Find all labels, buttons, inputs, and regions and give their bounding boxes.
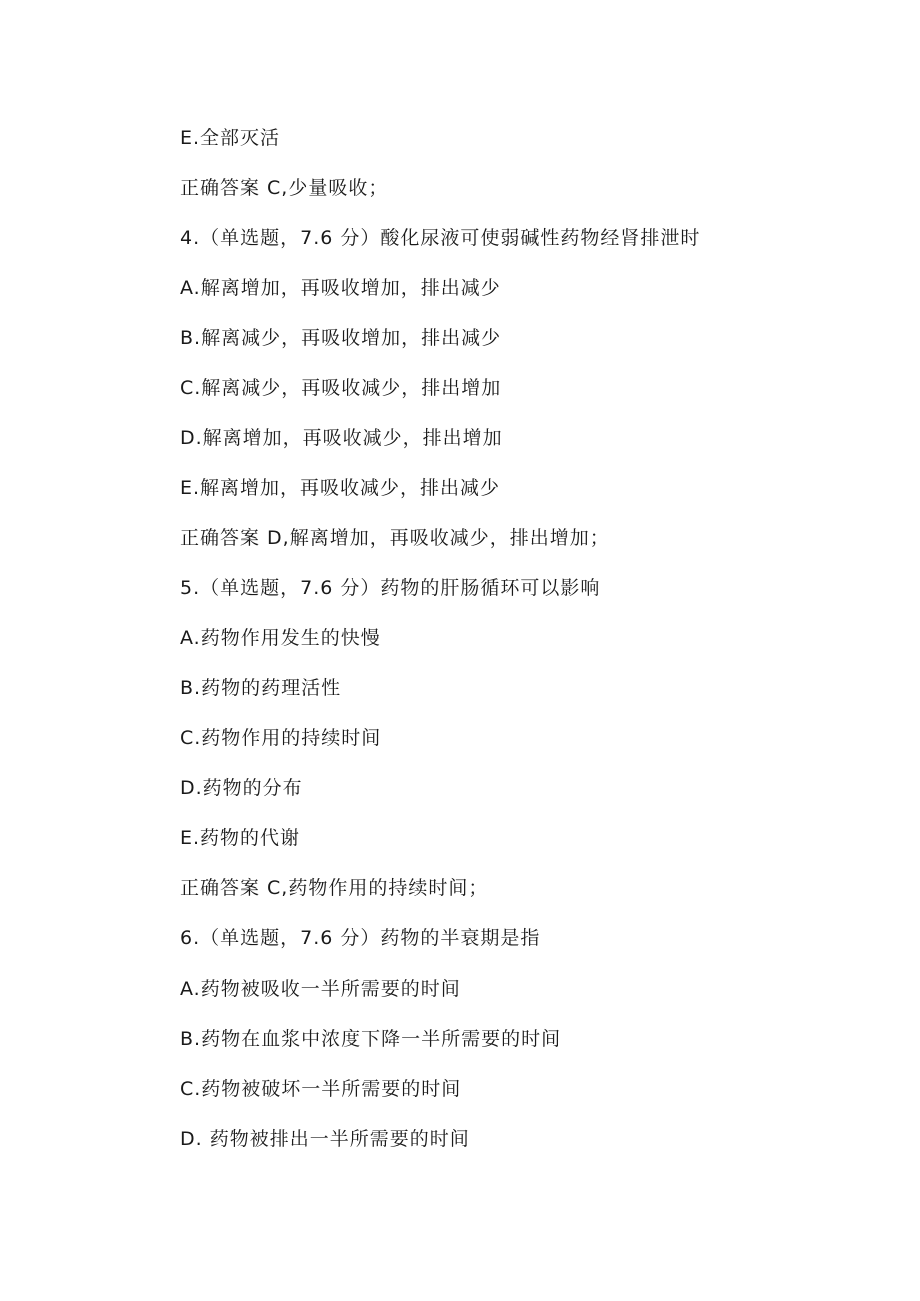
option-d-q6: D. 药物被排出一半所需要的时间 bbox=[180, 1128, 470, 1150]
option-c-q6: C.药物被破坏一半所需要的时间 bbox=[180, 1078, 462, 1100]
question-4: 4.（单选题，7.6 分）酸化尿液可使弱碱性药物经肾排泄时 bbox=[180, 227, 701, 249]
option-d-q4: D.解离增加，再吸收减少，排出增加 bbox=[180, 427, 503, 449]
option-c-q5: C.药物作用的持续时间 bbox=[180, 727, 382, 749]
option-e-q4: E.解离增加，再吸收减少，排出减少 bbox=[180, 477, 501, 499]
question-6: 6.（单选题，7.6 分）药物的半衰期是指 bbox=[180, 927, 541, 949]
answer-q5: 正确答案 C,药物作用的持续时间； bbox=[180, 877, 489, 899]
option-a-q5: A.药物作用发生的快慢 bbox=[180, 627, 381, 649]
option-c-q4: C.解离减少，再吸收减少，排出增加 bbox=[180, 377, 502, 399]
answer-q3: 正确答案 C,少量吸收； bbox=[180, 177, 389, 199]
option-b-q4: B.解离减少，再吸收增加，排出减少 bbox=[180, 327, 502, 349]
option-a-q6: A.药物被吸收一半所需要的时间 bbox=[180, 978, 461, 1000]
option-e-q5: E.药物的代谢 bbox=[180, 827, 301, 849]
option-b-q6: B.药物在血浆中浓度下降一半所需要的时间 bbox=[180, 1028, 562, 1050]
option-a-q4: A.解离增加，再吸收增加，排出减少 bbox=[180, 277, 501, 299]
answer-q4: 正确答案 D,解离增加，再吸收减少，排出增加； bbox=[180, 527, 610, 549]
question-5: 5.（单选题，7.6 分）药物的肝肠循环可以影响 bbox=[180, 577, 601, 599]
option-e-q3: E.全部灭活 bbox=[180, 127, 281, 149]
option-b-q5: B.药物的药理活性 bbox=[180, 677, 342, 699]
option-d-q5: D.药物的分布 bbox=[180, 777, 303, 799]
